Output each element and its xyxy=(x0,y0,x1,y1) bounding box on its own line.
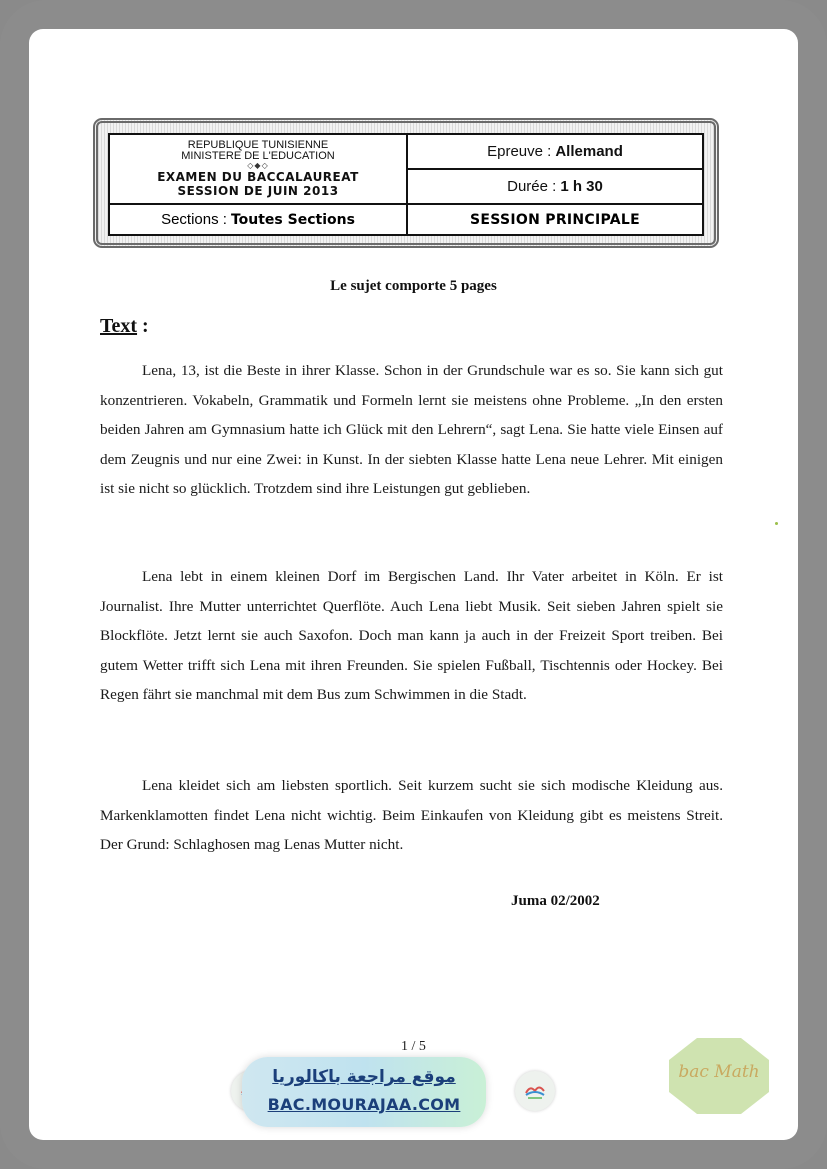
paragraph-1: Lena, 13, ist die Beste in ihrer Klasse. Schon in der Grundschule war es so. Sie kann sich gut konzentrieren. Vokabeln, Grammatik und Formeln lernt sie meistens ohne Probleme. „In den ersten beiden Jahren am Gymnasium hatte ich Glück mit den Lehrern“, sagt Lena. Sie hatte viele Einsen auf dem Zeugnis und nur eine Zwei: in Kunst. In der siebten Klasse hatte Lena neue Lehrer. Mit einigen ist sie nicht so glücklich. Trotzdem sind ihre Leistungen gut geblieben. xyxy=(100,362,723,498)
pages-note: Le sujet comporte 5 pages xyxy=(330,278,497,294)
session-type: SESSION PRINCIPALE xyxy=(469,211,641,228)
duree-value: 1 h 30 xyxy=(560,177,603,195)
session-type-cell xyxy=(407,204,703,235)
page-number: 1 / 5 xyxy=(401,1039,426,1054)
text-heading-colon: : xyxy=(137,315,149,337)
bac-math-badge xyxy=(667,1036,771,1116)
banner-url-link[interactable]: BAC.MOURAJAA.COM xyxy=(267,1095,461,1114)
speck xyxy=(775,522,778,525)
paragraph-2: Lena lebt in einem kleinen Dorf im Bergischen Land. Ihr Vater arbeitet in Köln. Er ist Journalist. Ihre Mutter unterrichtet Querflöte. Auch Lena liebt Musik. Seit sieben Jahren spielt sie Blockflöte. Jetzt lernt sie auch Saxofon. Doch man kann ja auch in der Freizeit Sport treiben. Bei gutem Wetter trifft sich Lena mit ihren Freunden. Sie spielen Fußball, Tischtennis oder Hockey. Bei Regen fährt sie manchmal mit dem Bus zum Schwimmen in die Stadt. xyxy=(100,568,723,704)
examen-title: EXAMEN DU BACCALAUREAT xyxy=(157,170,359,184)
text-heading-label: Text xyxy=(100,315,138,337)
document-page xyxy=(29,29,798,1140)
signature: Juma 02/2002 xyxy=(511,893,600,909)
ornament-icon: ◇◆◇ xyxy=(247,161,269,170)
republique-text: REPUBLIQUE TUNISIENNE xyxy=(187,139,329,151)
ministere-text: MINISTERE DE L'EDUCATION xyxy=(181,150,335,162)
badge-text: bac Math xyxy=(678,1062,760,1082)
exam-header-table xyxy=(108,133,704,236)
paragraph-3: Lena kleidet sich am liebsten sportlich. Seit kurzem sucht sie sich modische Kleidung aus. Markenklamotten findet Lena nicht wichtig. Beim Einkaufen von Kleidung gibt es meistens Streit. Der Grund: Schlaghosen mag Lenas Mutter nicht. xyxy=(100,777,723,854)
text-heading xyxy=(100,315,149,338)
exam-header-box xyxy=(93,118,719,248)
session-date: SESSION DE JUIN 2013 xyxy=(177,184,339,198)
banner-arabic-link[interactable]: موقع مراجعة باكالوريا xyxy=(272,1067,456,1087)
epreuve-label: Epreuve : xyxy=(487,142,552,160)
right-logo-icon xyxy=(515,1071,555,1111)
duree-label: Durée : xyxy=(507,177,557,195)
site-banner[interactable] xyxy=(242,1057,486,1127)
sections-cell xyxy=(109,204,407,235)
duree-cell xyxy=(407,169,703,204)
sections-label: Sections : xyxy=(161,210,227,228)
epreuve-cell xyxy=(407,134,703,169)
institution-cell xyxy=(109,134,407,204)
epreuve-value: Allemand xyxy=(555,142,623,160)
sections-value: Toutes Sections xyxy=(230,211,355,228)
